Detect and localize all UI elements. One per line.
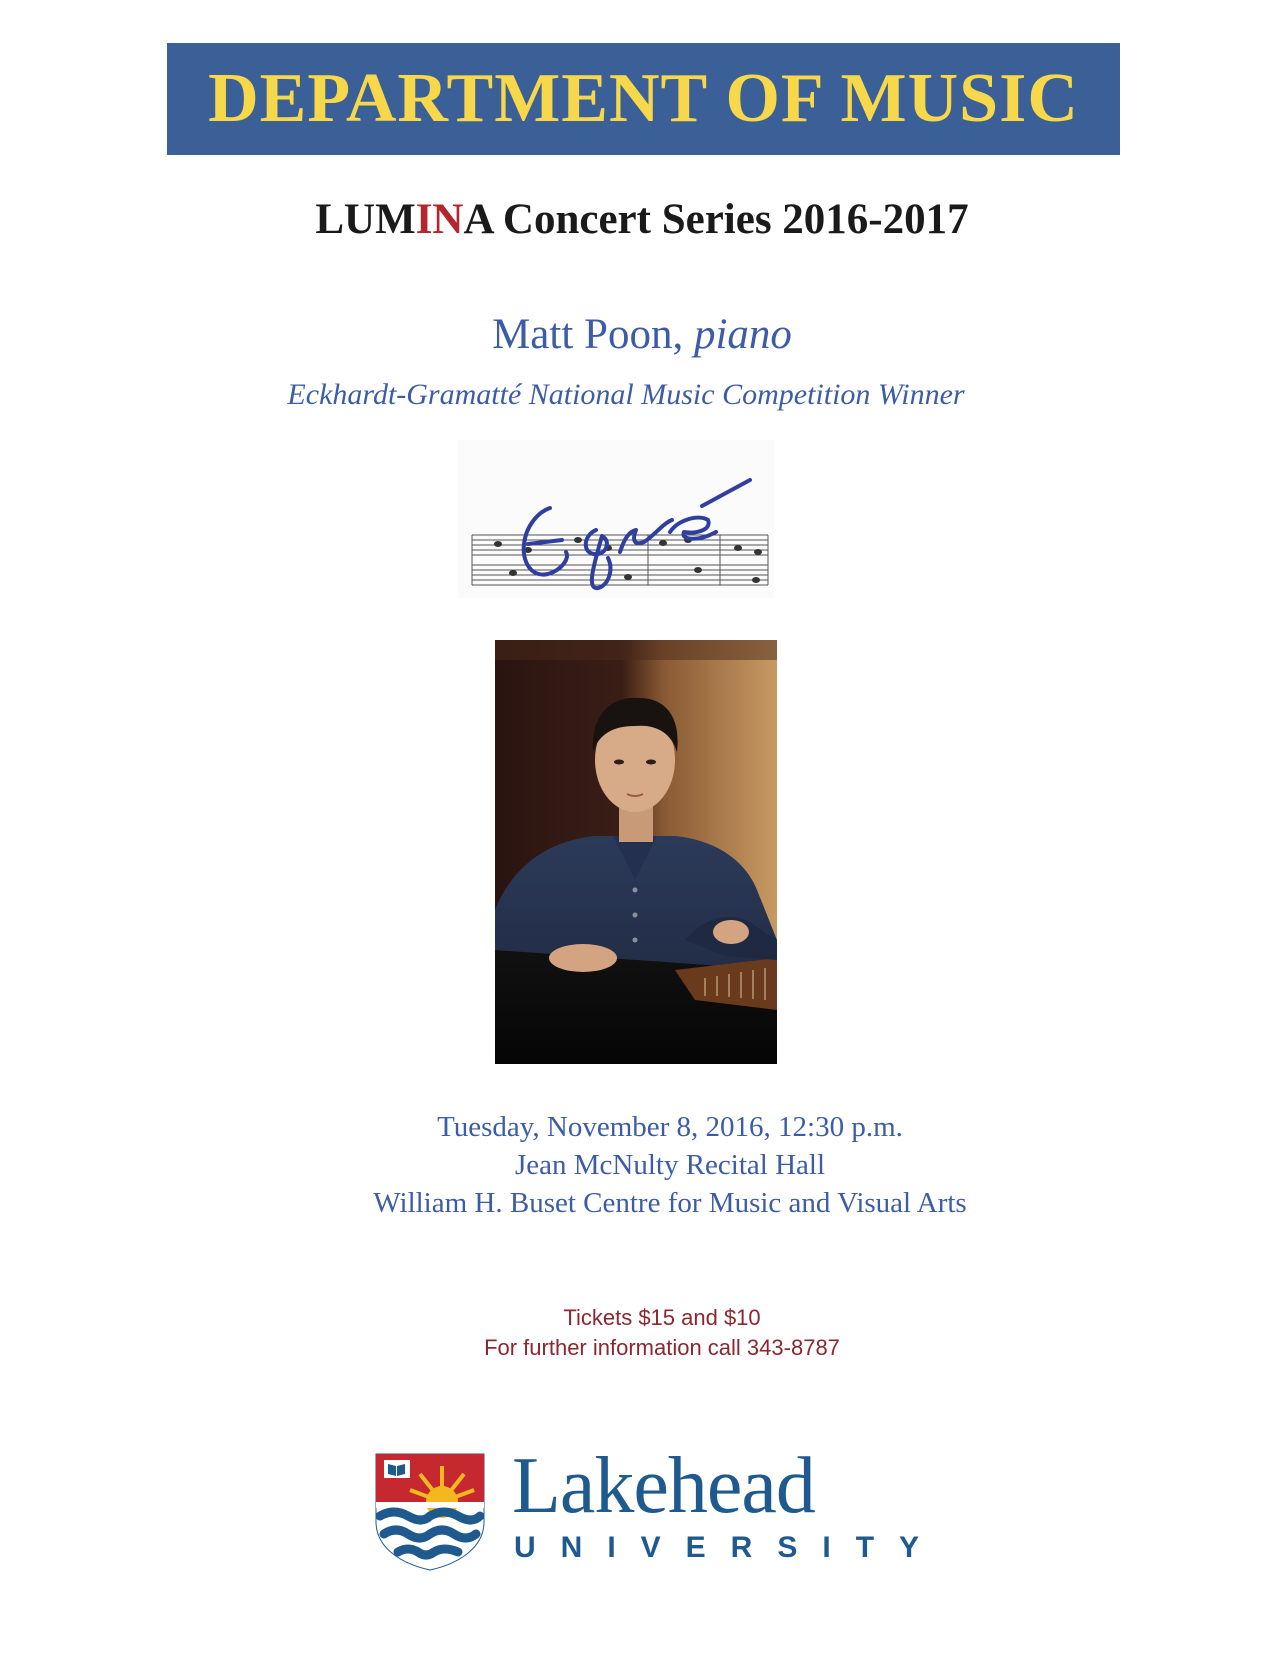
ticket-price: Tickets $15 and $10 (563, 1305, 761, 1330)
series-title-accent: IN (415, 196, 464, 243)
performer-name: Matt Poon, (492, 311, 684, 358)
event-building: William H. Buset Centre for Music and Visual Arts (373, 1187, 967, 1219)
event-venue: Jean McNulty Recital Hall (514, 1149, 826, 1181)
egre-logo (458, 440, 774, 598)
university-name: Lakehead (512, 1442, 815, 1530)
event-details (0, 1108, 1284, 1222)
series-title-part2: A Concert Series 2016-2017 (463, 196, 969, 243)
lakehead-shield-icon (374, 1452, 494, 1572)
performer-line (0, 310, 1284, 359)
award-line: Eckhardt-Gramatté National Music Competition Winner (287, 378, 965, 411)
ticket-contact: For further information call 343-8787 (484, 1335, 840, 1360)
university-subtitle: UNIVERSITY (514, 1531, 945, 1564)
department-banner (167, 43, 1120, 155)
ticket-info (0, 1303, 1284, 1363)
concert-series-title (0, 195, 1284, 244)
event-datetime: Tuesday, November 8, 2016, 12:30 p.m. (437, 1111, 903, 1143)
performer-instrument: piano (693, 311, 792, 358)
series-title-part1: LUM (315, 196, 416, 243)
department-title: DEPARTMENT OF MUSIC (208, 60, 1079, 137)
performer-photo (495, 640, 777, 1064)
